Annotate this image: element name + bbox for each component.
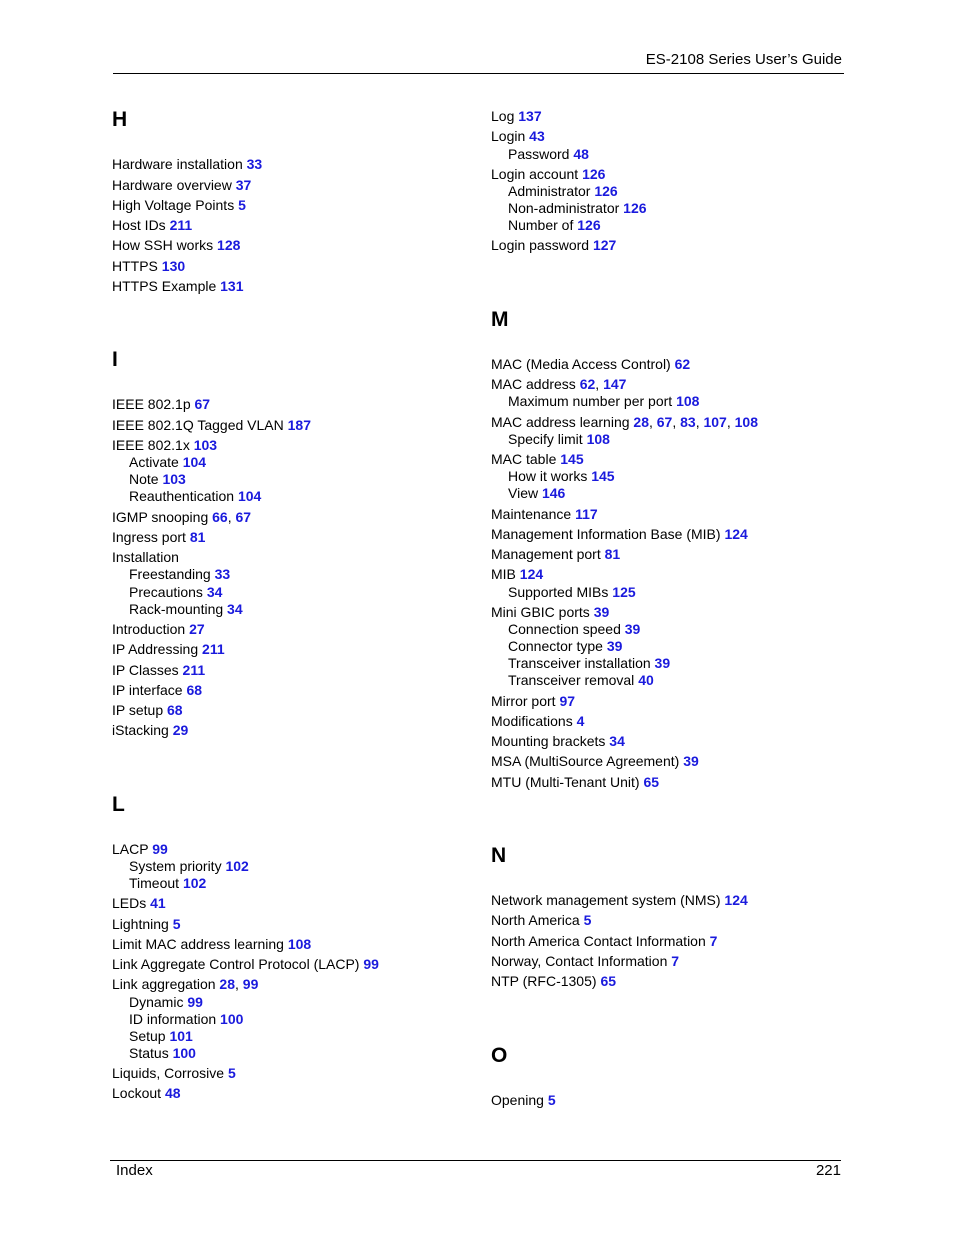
index-term: Dynamic xyxy=(129,994,188,1010)
index-entry xyxy=(112,217,192,234)
page-link[interactable]: 99 xyxy=(187,994,203,1010)
index-subentry xyxy=(491,672,654,689)
index-term: Specify limit xyxy=(508,431,587,447)
index-subentry xyxy=(112,471,186,488)
index-subentry xyxy=(491,584,636,601)
index-term: Activate xyxy=(129,454,183,470)
index-entry xyxy=(112,258,185,275)
index-term: MSA (MultiSource Agreement) xyxy=(491,753,684,769)
page-link[interactable]: 102 xyxy=(182,875,207,891)
index-term: How SSH works xyxy=(112,237,218,253)
index-term: Login xyxy=(491,128,530,144)
page-link[interactable]: 68 xyxy=(186,682,203,698)
page-link[interactable]: 62 xyxy=(674,356,691,372)
index-entry xyxy=(112,278,244,295)
index-term: Rack-mounting xyxy=(129,601,228,617)
index-entry xyxy=(112,702,183,719)
index-term: Installation xyxy=(112,549,179,565)
index-entry xyxy=(112,1065,236,1082)
page-link[interactable]: 128 xyxy=(217,237,241,253)
index-subentry xyxy=(112,1028,193,1045)
index-subentry xyxy=(491,393,699,410)
index-term: Opening xyxy=(491,1092,548,1108)
index-entry xyxy=(491,693,575,710)
index-entry xyxy=(112,662,205,679)
index-entry xyxy=(491,166,605,183)
index-term: Administrator xyxy=(508,183,595,199)
index-entry xyxy=(491,892,748,909)
index-subentry xyxy=(491,431,610,448)
page-link[interactable]: 48 xyxy=(573,146,589,162)
index-subentry xyxy=(112,566,230,583)
index-term: HTTPS Example xyxy=(112,278,221,294)
page-link[interactable]: 62 xyxy=(579,376,596,392)
page-link[interactable]: 108 xyxy=(586,431,610,447)
page-link[interactable]: 7 xyxy=(709,933,718,949)
index-term: Link Aggregate Control Protocol (LACP) xyxy=(112,956,364,972)
page-link[interactable]: 81 xyxy=(189,529,206,545)
index-term: Host IDs xyxy=(112,217,170,233)
index-subentry xyxy=(491,200,647,217)
index-entry xyxy=(112,682,202,699)
page-link[interactable]: 137 xyxy=(518,108,542,124)
index-term: Freestanding xyxy=(129,566,215,582)
index-subentry xyxy=(112,454,206,471)
page-link[interactable]: 7 xyxy=(671,953,680,969)
page-link[interactable]: 211 xyxy=(169,217,193,233)
index-term: How it works xyxy=(508,468,592,484)
index-term: Transceiver installation xyxy=(508,655,655,671)
index-entry xyxy=(491,973,616,990)
index-subentry xyxy=(491,485,565,502)
index-term: Link aggregation xyxy=(112,976,220,992)
index-entry xyxy=(491,912,591,929)
index-subentry xyxy=(112,488,261,505)
footer-section-label: Index xyxy=(116,1162,153,1179)
page-link[interactable]: 124 xyxy=(519,566,544,582)
index-term: IP Addressing xyxy=(112,641,203,657)
index-term: Mounting brackets xyxy=(491,733,610,749)
page-link[interactable]: 108 xyxy=(676,393,700,409)
page-separator: , xyxy=(235,976,243,992)
index-subentry xyxy=(112,601,243,618)
page-link[interactable]: 34 xyxy=(227,601,243,617)
page-link[interactable]: 43 xyxy=(529,128,545,144)
index-entry xyxy=(491,1092,556,1109)
page-link[interactable]: 100 xyxy=(220,1011,244,1027)
index-term: Liquids, Corrosive xyxy=(112,1065,228,1081)
index-subentry xyxy=(491,217,601,234)
index-subentry xyxy=(491,183,618,200)
index-entry xyxy=(112,936,311,953)
page-link[interactable]: 34 xyxy=(609,733,625,749)
index-entry xyxy=(112,509,251,526)
header-rule xyxy=(113,73,844,74)
index-entry xyxy=(112,1085,181,1102)
index-entry xyxy=(491,713,584,730)
index-term: MAC address xyxy=(491,376,580,392)
index-term: iStacking xyxy=(112,722,173,738)
page-link[interactable]: 211 xyxy=(202,641,225,657)
index-entry xyxy=(491,953,679,970)
page-link[interactable]: 147 xyxy=(603,376,627,392)
index-entry xyxy=(112,641,225,658)
index-letter-heading: H xyxy=(112,108,128,131)
index-entry xyxy=(112,177,251,194)
page-link[interactable]: 65 xyxy=(643,774,660,790)
page-link[interactable]: 39 xyxy=(654,655,671,671)
page-link[interactable]: 81 xyxy=(604,546,621,562)
index-term: Management port xyxy=(491,546,605,562)
footer-page-number: 221 xyxy=(815,1162,841,1179)
index-entry xyxy=(491,604,609,621)
index-term: Reauthentication xyxy=(129,488,238,504)
page-link[interactable]: 5 xyxy=(172,916,181,932)
index-subentry xyxy=(491,638,622,655)
page-link[interactable]: 99 xyxy=(242,976,259,992)
page-link[interactable]: 67 xyxy=(194,396,211,412)
page-link[interactable]: 102 xyxy=(225,858,249,874)
page-link[interactable]: 68 xyxy=(167,702,183,718)
index-term: IP interface xyxy=(112,682,187,698)
index-entry xyxy=(491,774,659,791)
index-entry xyxy=(112,722,188,739)
page-link[interactable]: 83 xyxy=(680,414,696,430)
page-link[interactable]: 97 xyxy=(559,693,576,709)
index-term: Modifications xyxy=(491,713,577,729)
index-term: Network management system (NMS) xyxy=(491,892,725,908)
index-term: MAC address learning xyxy=(491,414,634,430)
index-subentry xyxy=(112,584,222,601)
page-separator: , xyxy=(227,509,236,525)
page-link[interactable]: 34 xyxy=(206,584,223,600)
index-term: IGMP snooping xyxy=(112,509,213,525)
index-entry xyxy=(112,976,258,993)
page-link[interactable]: 4 xyxy=(576,713,585,729)
index-entry xyxy=(491,237,616,254)
page-link[interactable]: 99 xyxy=(363,956,379,972)
page-link[interactable]: 37 xyxy=(235,177,252,193)
index-term: Limit MAC address learning xyxy=(112,936,288,952)
page-link[interactable]: 5 xyxy=(583,912,592,928)
index-entry xyxy=(112,841,168,858)
page-link[interactable]: 103 xyxy=(193,437,218,453)
index-term: Login account xyxy=(491,166,583,182)
index-term: LACP xyxy=(112,841,153,857)
page-link[interactable]: 103 xyxy=(162,471,186,487)
page-link[interactable]: 104 xyxy=(182,454,207,470)
index-entry xyxy=(112,529,205,546)
index-term: Lockout xyxy=(112,1085,165,1101)
page-link[interactable]: 124 xyxy=(724,526,748,542)
index-entry xyxy=(112,197,246,214)
index-term: View xyxy=(508,485,542,501)
index-term: Lightning xyxy=(112,916,173,932)
index-term: HTTPS xyxy=(112,258,162,274)
index-term: North America xyxy=(491,912,584,928)
index-entry xyxy=(112,417,311,434)
page-link[interactable]: 5 xyxy=(227,1065,236,1081)
index-term: Precautions xyxy=(129,584,207,600)
index-term: IP Classes xyxy=(112,662,183,678)
index-entry xyxy=(112,895,166,912)
index-entry xyxy=(491,108,542,125)
index-term: Management Information Base (MIB) xyxy=(491,526,725,542)
index-term: Login password xyxy=(491,237,593,253)
index-entry xyxy=(491,451,584,468)
running-header-title: ES-2108 Series User’s Guide xyxy=(645,51,842,68)
index-term: NTP (RFC-1305) xyxy=(491,973,601,989)
index-entry xyxy=(491,376,626,393)
index-entry xyxy=(491,526,748,543)
index-entry xyxy=(491,733,625,750)
page-link[interactable]: 5 xyxy=(547,1092,556,1108)
index-subentry xyxy=(491,621,640,638)
page-link[interactable]: 145 xyxy=(560,451,584,467)
page-link[interactable]: 101 xyxy=(169,1028,193,1044)
index-subentry xyxy=(112,858,249,875)
page-separator: , xyxy=(595,376,604,392)
index-entry xyxy=(491,546,620,563)
index-term: Mini GBIC ports xyxy=(491,604,594,620)
index-term: Timeout xyxy=(129,875,183,891)
index-entry xyxy=(112,549,179,566)
index-term: Connection speed xyxy=(508,621,625,637)
index-subentry xyxy=(112,1045,196,1062)
index-term: Non-administrator xyxy=(508,200,624,216)
page-link[interactable]: 126 xyxy=(623,200,647,216)
page-link[interactable]: 67 xyxy=(235,509,252,525)
page-link[interactable]: 28 xyxy=(219,976,235,992)
page-link[interactable]: 125 xyxy=(612,584,636,600)
index-term: Maintenance xyxy=(491,506,576,522)
index-subentry xyxy=(491,468,615,485)
index-term: Connector type xyxy=(508,638,607,654)
page-link[interactable]: 126 xyxy=(594,183,618,199)
page-link[interactable]: 5 xyxy=(238,197,246,213)
page-link[interactable]: 41 xyxy=(150,895,166,911)
page-link[interactable]: 33 xyxy=(214,566,231,582)
index-term: Supported MIBs xyxy=(508,584,613,600)
index-entry xyxy=(112,916,181,933)
index-entry xyxy=(491,356,690,373)
index-term: MAC table xyxy=(491,451,561,467)
index-entry xyxy=(112,437,217,454)
page-separator: , xyxy=(726,414,735,430)
index-term: Norway, Contact Information xyxy=(491,953,672,969)
index-term: LEDs xyxy=(112,895,151,911)
page-link[interactable]: 39 xyxy=(593,604,610,620)
index-term: IEEE 802.1p xyxy=(112,396,195,412)
index-term: MTU (Multi-Tenant Unit) xyxy=(491,774,644,790)
index-letter-heading: O xyxy=(491,1044,508,1067)
page-link[interactable]: 117 xyxy=(575,506,598,522)
page-link[interactable]: 39 xyxy=(606,638,623,654)
page-link[interactable]: 126 xyxy=(577,217,601,233)
page-link[interactable]: 33 xyxy=(246,156,263,172)
page-link[interactable]: 104 xyxy=(237,488,262,504)
page-separator: , xyxy=(695,414,704,430)
page-separator: , xyxy=(672,414,681,430)
index-letter-heading: I xyxy=(112,348,118,371)
index-entry xyxy=(112,237,240,254)
page-link[interactable]: 29 xyxy=(172,722,189,738)
index-term: ID information xyxy=(129,1011,221,1027)
index-term: Setup xyxy=(129,1028,170,1044)
page-link[interactable]: 124 xyxy=(724,892,748,908)
index-term: IEEE 802.1Q Tagged VLAN xyxy=(112,417,288,433)
page-link[interactable]: 39 xyxy=(624,621,641,637)
page-link[interactable]: 131 xyxy=(220,278,244,294)
index-term: Mirror port xyxy=(491,693,560,709)
index-term: MIB xyxy=(491,566,520,582)
index-term: Transceiver removal xyxy=(508,672,639,688)
page-link[interactable]: 127 xyxy=(592,237,617,253)
page-link[interactable]: 67 xyxy=(656,414,673,430)
page-link[interactable]: 40 xyxy=(638,672,654,688)
footer-rule xyxy=(110,1160,841,1161)
page-link[interactable]: 28 xyxy=(633,414,649,430)
index-subentry xyxy=(112,1011,243,1028)
page-link[interactable]: 66 xyxy=(212,509,228,525)
index-letter-heading: N xyxy=(491,844,507,867)
index-entry xyxy=(112,396,210,413)
page-link[interactable]: 99 xyxy=(152,841,168,857)
index-entry xyxy=(491,753,699,770)
index-term: Ingress port xyxy=(112,529,190,545)
page-link[interactable]: 100 xyxy=(172,1045,196,1061)
index-entry xyxy=(112,156,262,173)
page-separator: , xyxy=(648,414,657,430)
index-term: Note xyxy=(129,471,163,487)
index-term: Password xyxy=(508,146,574,162)
page-link[interactable]: 145 xyxy=(591,468,615,484)
page-link[interactable]: 27 xyxy=(189,621,205,637)
page-link[interactable]: 130 xyxy=(161,258,186,274)
index-term: Status xyxy=(129,1045,173,1061)
index-subentry xyxy=(112,875,206,892)
index-term: IP setup xyxy=(112,702,168,718)
page-link[interactable]: 65 xyxy=(600,973,617,989)
page-link[interactable]: 107 xyxy=(703,414,727,430)
page-link[interactable]: 48 xyxy=(164,1085,181,1101)
index-entry xyxy=(112,956,379,973)
page-link[interactable]: 126 xyxy=(582,166,606,182)
index-entry xyxy=(491,414,758,431)
index-subentry xyxy=(491,146,589,163)
index-term: High Voltage Points xyxy=(112,197,239,213)
index-entry xyxy=(491,128,545,145)
index-letter-heading: L xyxy=(112,793,125,816)
index-entry xyxy=(491,933,717,950)
index-term: IEEE 802.1x xyxy=(112,437,194,453)
page-link[interactable]: 108 xyxy=(287,936,312,952)
index-entry xyxy=(491,506,598,523)
index-entry xyxy=(491,566,543,583)
page-link[interactable]: 108 xyxy=(734,414,758,430)
index-letter-heading: M xyxy=(491,308,509,331)
page-link[interactable]: 187 xyxy=(287,417,311,433)
page-link[interactable]: 39 xyxy=(683,753,699,769)
page-link[interactable]: 211 xyxy=(182,662,206,678)
index-term: Log xyxy=(491,108,519,124)
index-term: MAC (Media Access Control) xyxy=(491,356,675,372)
index-term: System priority xyxy=(129,858,226,874)
index-term: North America Contact Information xyxy=(491,933,710,949)
index-subentry xyxy=(491,655,670,672)
index-term: Introduction xyxy=(112,621,190,637)
index-term: Maximum number per port xyxy=(508,393,677,409)
index-entry xyxy=(112,621,205,638)
index-term: Number of xyxy=(508,217,578,233)
index-subentry xyxy=(112,994,203,1011)
page-link[interactable]: 146 xyxy=(541,485,566,501)
index-term: Hardware overview xyxy=(112,177,236,193)
index-term: Hardware installation xyxy=(112,156,247,172)
